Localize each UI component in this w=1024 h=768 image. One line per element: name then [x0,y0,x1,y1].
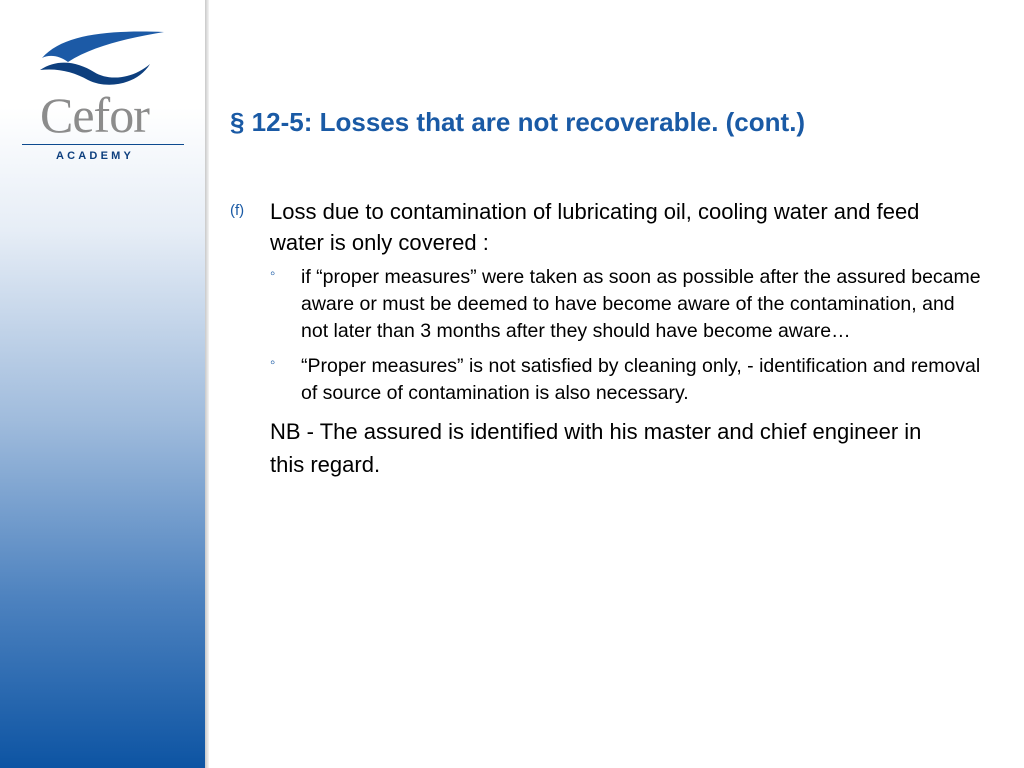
sub-bullet-text: “Proper measures” is not satisfied by cleaning only, - identification and removal of source of contamination is also necessary. [301,355,981,404]
circle-bullet-icon: ◦ [270,354,276,371]
sub-bullet-item [270,353,990,407]
slide-body [230,196,990,481]
logo-wordmark: Cefor [40,87,149,143]
item-marker: (f) [230,202,245,219]
sidebar-divider [205,0,209,768]
slide-title: § 12-5: Losses that are not recoverable. (cont.) [230,107,806,137]
cefor-academy-logo [22,28,187,168]
item-text: Loss due to contamination of lubricating oil, cooling water and feed water is only covered : [270,199,920,255]
logo-subtitle: ACADEMY [56,150,135,162]
sub-bullet-text: if “proper measures” were taken as soon as possible after the assured became aware or must be deemed to have become aware of the contamination, and not later than 3 months after they should have become aware… [301,266,981,342]
circle-bullet-icon: ◦ [270,265,276,282]
sub-bullet-item [270,264,990,345]
wave-logo-icon [38,28,168,88]
list-item-f [230,196,990,481]
note-text: NB - The assured is identified with his master and chief engineer in this regard. [270,419,922,477]
logo-rule [22,144,184,145]
sub-bullet-list [270,264,990,407]
